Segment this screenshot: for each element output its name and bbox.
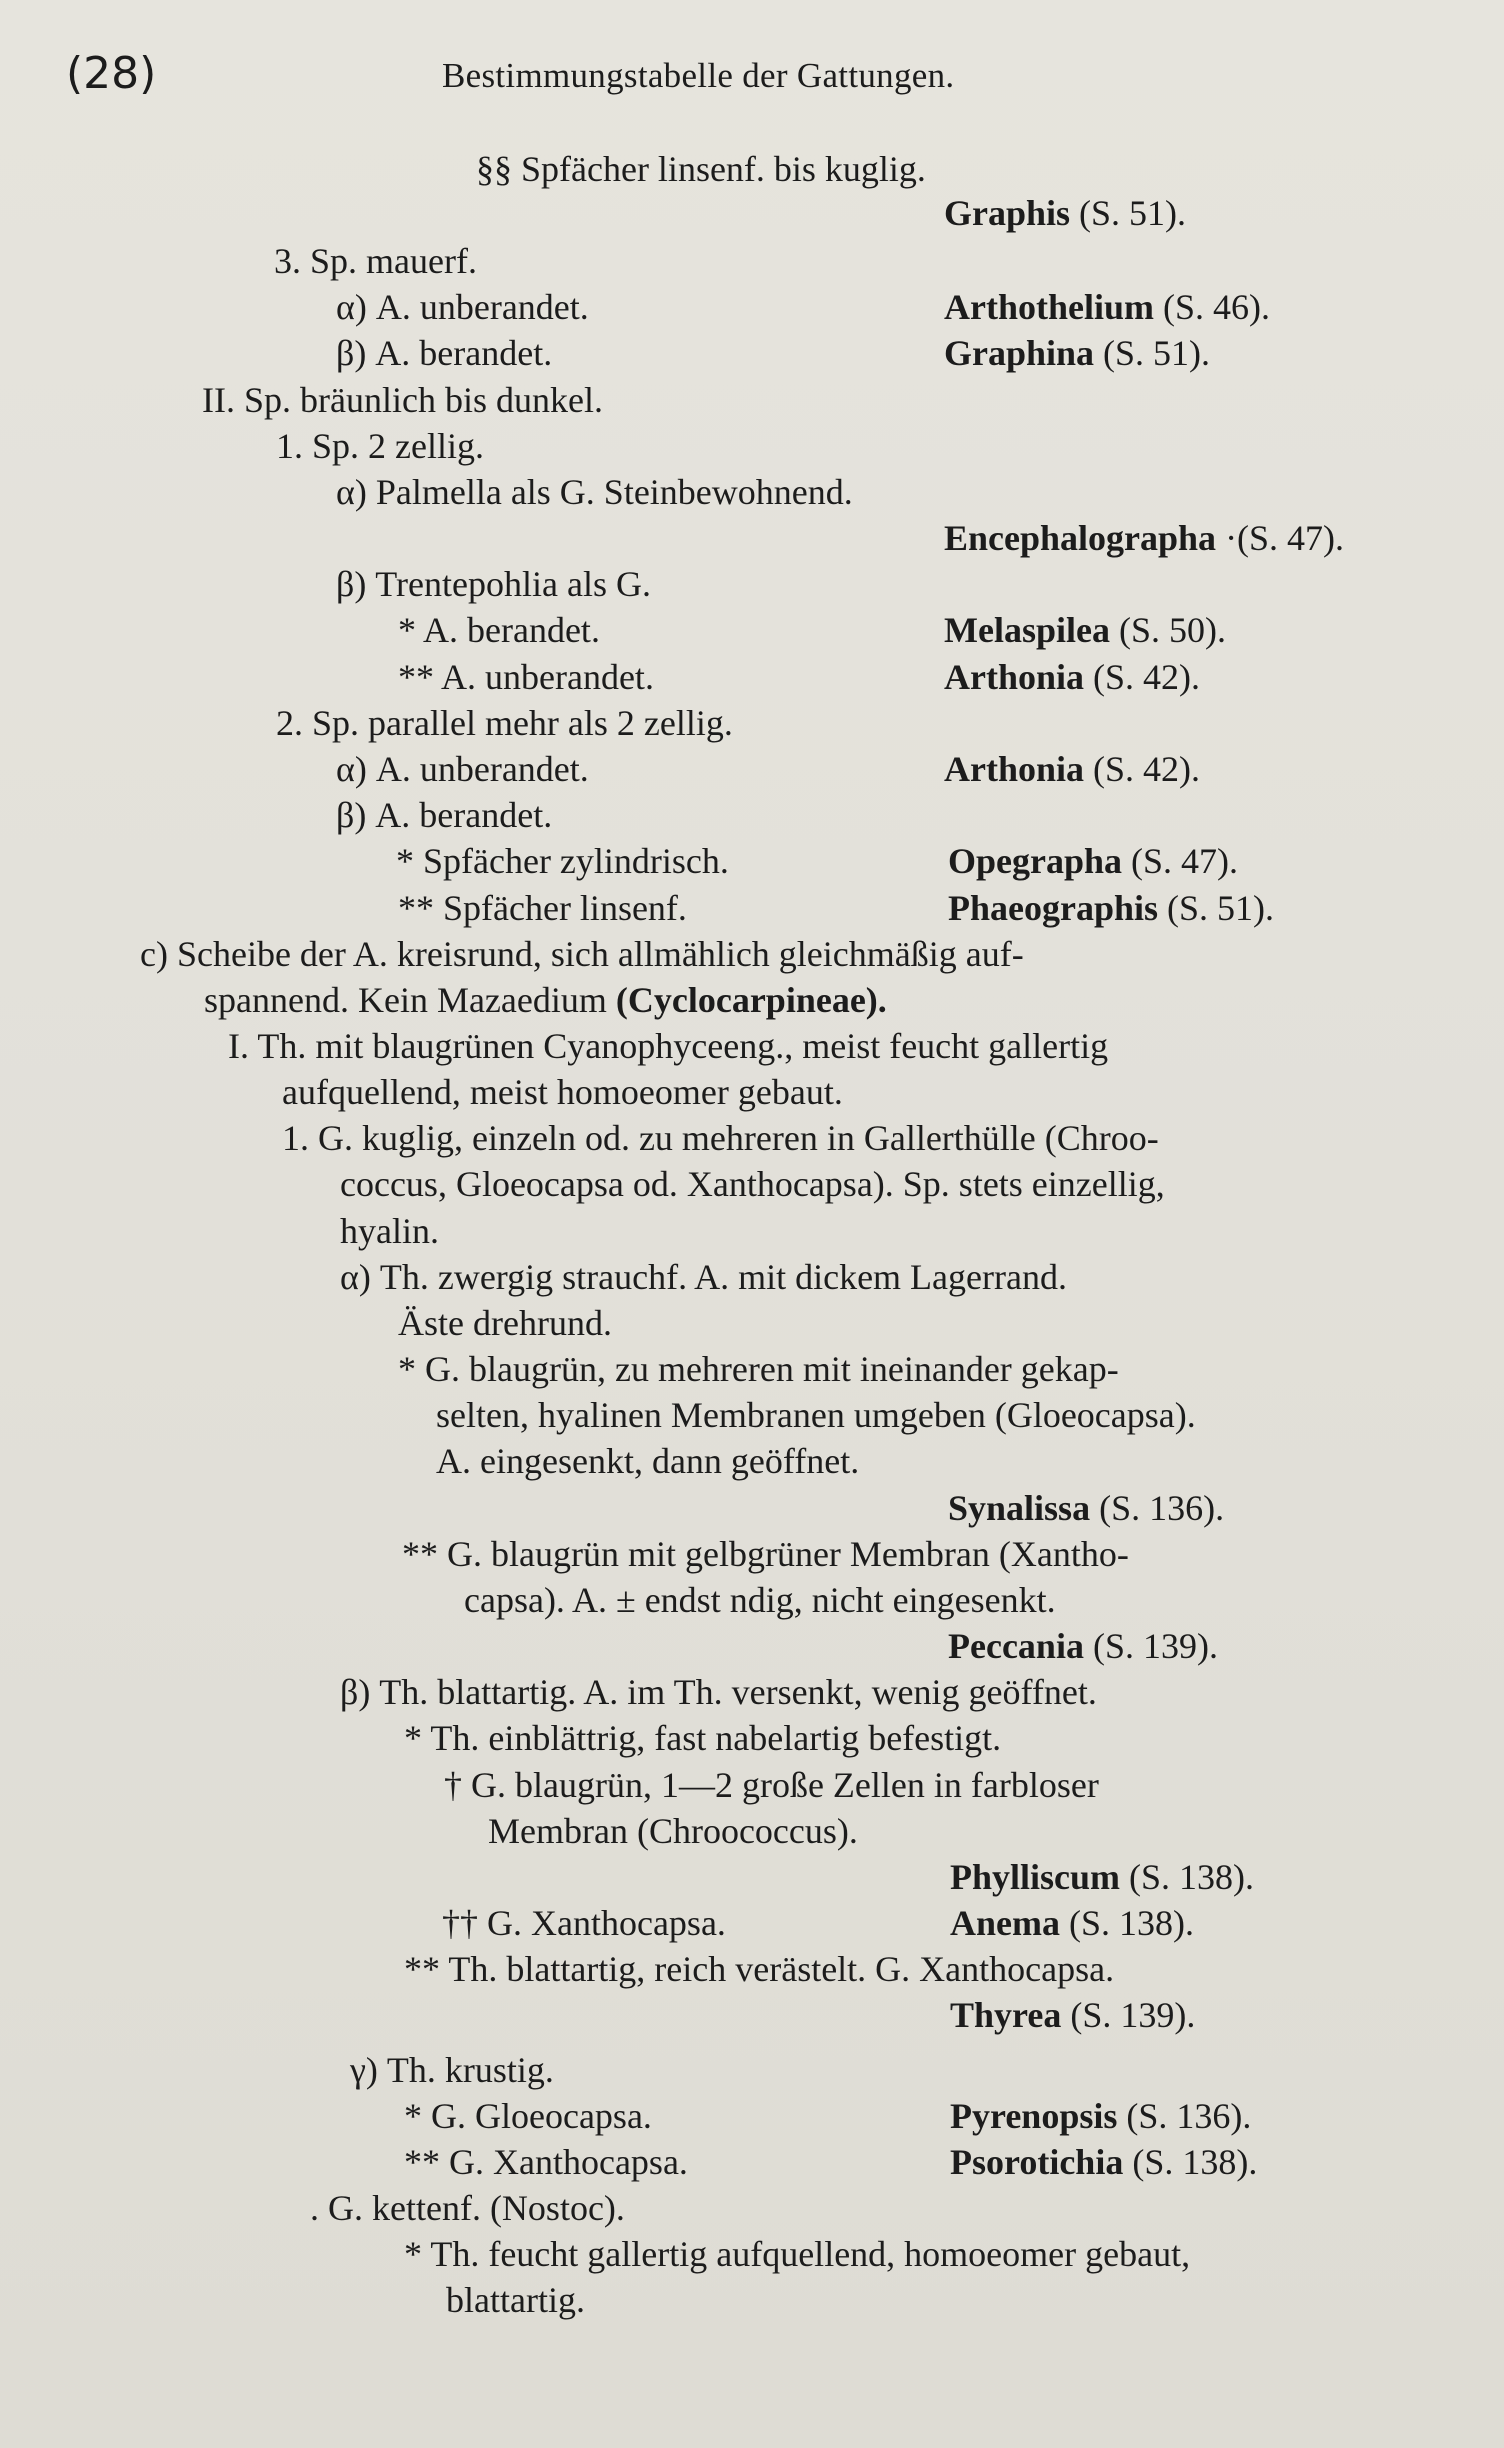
key-line: selten, hyalinen Membranen umgeben (Gloeocapsa). (436, 1395, 1196, 1435)
genus-entry (944, 335, 1210, 371)
page-reference: (S. 138). (1069, 1903, 1194, 1943)
genus-name: Arthothelium (944, 287, 1154, 327)
genus-name: Peccania (948, 1626, 1084, 1666)
genus-entry (950, 2144, 1257, 2180)
key-line: 2. Sp. parallel mehr als 2 zellig. (276, 703, 733, 743)
key-line: A. eingesenkt, dann geöffnet. (436, 1441, 860, 1481)
genus-entry (944, 520, 1344, 556)
key-line: †† G. Xanthocapsa. (442, 1903, 726, 1943)
page-reference: (S. 136). (1126, 2096, 1252, 2136)
genus-entry (944, 612, 1226, 648)
genus-name: Synalissa (948, 1488, 1091, 1528)
page-reference: (S. 50). (1118, 610, 1226, 650)
key-line: α) A. unberandet. (336, 287, 589, 327)
genus-entry (944, 751, 1200, 787)
key-line: * G. Gloeocapsa. (404, 2096, 652, 2136)
genus-entry (948, 890, 1274, 926)
key-line: . G. kettenf. (Nostoc). (310, 2188, 625, 2228)
key-line: Membran (Chroococcus). (488, 1811, 858, 1851)
key-line (204, 982, 887, 1018)
key-line: β) A. berandet. (336, 333, 553, 373)
key-line: * A. berandet. (398, 610, 600, 650)
genus-name: Pyrenopsis (950, 2096, 1118, 2136)
key-line: α) Palmella als G. Steinbewohnend. (336, 472, 853, 512)
genus-name: Thyrea (950, 1995, 1062, 2035)
page-reference: (S. 47). (1131, 841, 1239, 881)
genus-entry (950, 1859, 1254, 1895)
key-line: 3. Sp. mauerf. (274, 241, 477, 281)
key-line: β) Th. blattartig. A. im Th. versenkt, wenig geöffnet. (340, 1672, 1097, 1712)
key-line: 1. G. kuglig, einzeln od. zu mehreren in Gallerthülle (Chroo- (282, 1118, 1159, 1158)
key-line: β) A. berandet. (336, 795, 553, 835)
genus-name: Anema (950, 1903, 1060, 1943)
genus-entry (948, 843, 1238, 879)
genus-name: Phylliscum (950, 1857, 1121, 1897)
key-line: γ) Th. krustig. (350, 2050, 554, 2090)
page-reference: (S. 138). (1129, 1857, 1255, 1897)
key-line: blattartig. (446, 2280, 585, 2320)
page-reference: (S. 139). (1070, 1995, 1196, 2035)
page-reference: (S. 136). (1099, 1488, 1225, 1528)
page-reference: (S. 138). (1132, 2142, 1258, 2182)
page-reference: (S. 51). (1167, 888, 1275, 928)
genus-entry (948, 1628, 1218, 1664)
page-reference: (S. 139). (1092, 1626, 1218, 1666)
key-line: 1. Sp. 2 zellig. (276, 426, 484, 466)
running-header: Bestimmungstabelle der Gattungen. (442, 56, 955, 95)
genus-entry (950, 1905, 1194, 1941)
key-line: β) Trentepohlia als G. (336, 564, 651, 604)
page-reference: (S. 42). (1093, 657, 1201, 697)
key-line: * Th. feucht gallertig aufquellend, homoeomer gebaut, (404, 2234, 1191, 2274)
key-line: α) Th. zwergig strauchf. A. mit dickem Lagerrand. (340, 1257, 1067, 1297)
genus-name: Arthonia (944, 657, 1085, 697)
genus-name: Melaspilea (944, 610, 1110, 650)
genus-entry (944, 659, 1200, 695)
key-line: ** Th. blattartig, reich verästelt. G. Xanthocapsa. (404, 1949, 1115, 1989)
key-line: * Spfächer zylindrisch. (396, 841, 729, 881)
key-line: α) A. unberandet. (336, 749, 589, 789)
page-reference: ·(S. 47). (1225, 518, 1345, 558)
key-line: ** G. blaugrün mit gelbgrüner Membran (Xantho- (402, 1534, 1129, 1574)
key-line: * G. blaugrün, zu mehreren mit ineinander gekap- (398, 1349, 1119, 1389)
key-line: capsa). A. ± endst ndig, nicht eingesenkt. (464, 1580, 1056, 1620)
key-line: ** G. Xanthocapsa. (404, 2142, 688, 2182)
genus-name: Phaeographis (948, 888, 1159, 928)
genus-entry (948, 1490, 1224, 1526)
key-text: spannend. Kein Mazaedium (204, 980, 616, 1020)
page-reference: (S. 46). (1163, 287, 1270, 327)
key-line: aufquellend, meist homoeomer gebaut. (282, 1072, 843, 1112)
genus-name: Arthonia (944, 749, 1085, 789)
key-line: c) Scheibe der A. kreisrund, sich allmählich gleichmäßig auf- (140, 934, 1024, 974)
key-line: hyalin. (340, 1211, 439, 1251)
key-line: ** Spfächer linsenf. (398, 888, 687, 928)
genus-name: Graphina (944, 333, 1095, 373)
page-reference: (S. 51). (1079, 193, 1187, 233)
key-line: I. Th. mit blaugrünen Cyanophyceeng., meist feucht gallertig (228, 1026, 1109, 1066)
key-line: Äste drehrund. (398, 1303, 612, 1343)
genus-entry (950, 1997, 1195, 2033)
page-number: (28) (66, 48, 157, 99)
genus-name: Psorotichia (950, 2142, 1124, 2182)
genus-entry (944, 289, 1270, 325)
key-line: † G. blaugrün, 1—2 große Zellen in farbloser (444, 1765, 1099, 1805)
page-reference: (S. 42). (1093, 749, 1201, 789)
genus-entry (950, 2098, 1251, 2134)
group-name: (Cyclocarpineae). (615, 980, 887, 1020)
genus-entry (944, 195, 1186, 231)
genus-name: Graphis (944, 193, 1071, 233)
key-line: * Th. einblättrig, fast nabelartig befestigt. (404, 1718, 1002, 1758)
page-reference: (S. 51). (1103, 333, 1211, 373)
key-line: §§ Spfächer linsenf. bis kuglig. (476, 149, 926, 189)
key-line: ** A. unberandet. (398, 657, 654, 697)
genus-name: Encephalographa (944, 518, 1217, 558)
key-line: coccus, Gloeocapsa od. Xanthocapsa). Sp. stets einzellig, (340, 1164, 1165, 1204)
key-line: II. Sp. bräunlich bis dunkel. (202, 380, 603, 420)
genus-name: Opegrapha (948, 841, 1123, 881)
